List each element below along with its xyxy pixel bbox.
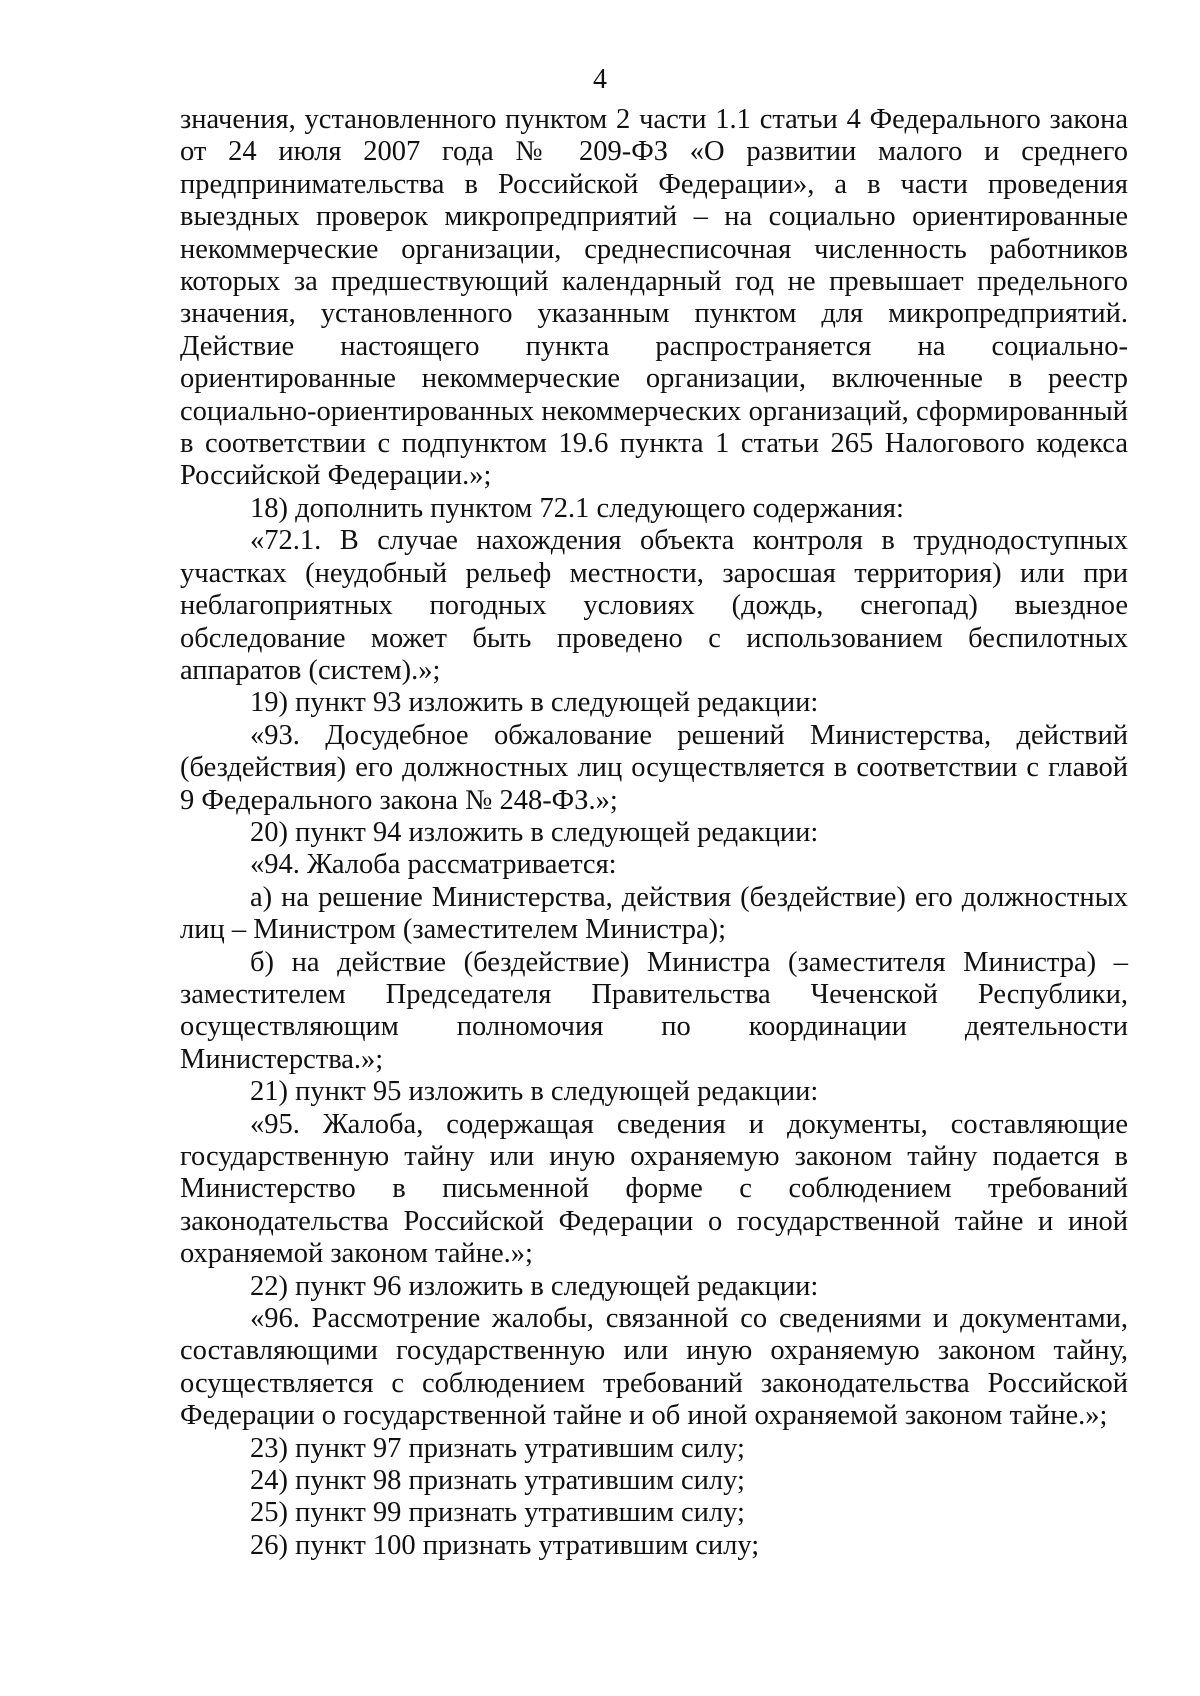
paragraph-item-25: 25) пункт 99 признать утратившим силу; <box>250 1497 745 1529</box>
paragraph-item-21: 21) пункт 95 изложить в следующей редакции: <box>250 1076 819 1108</box>
paragraph-item-23: 23) пункт 97 признать утратившим силу; <box>250 1432 745 1464</box>
paragraph-clause-94: «94. Жалоба рассматривается: <box>250 849 617 881</box>
page-number: 4 <box>593 64 607 95</box>
paragraph-item-19: 19) пункт 93 изложить в следующей редакции: <box>250 687 819 719</box>
paragraph-item-22: 22) пункт 96 изложить в следующей редакции: <box>250 1270 819 1302</box>
paragraph-clause-94-a: а) на решение Министерства, действия (бездействие) его должностных лиц – Министром (заместителем Министра); <box>180 881 1128 946</box>
paragraph-item-24: 24) пункт 98 признать утратившим силу; <box>250 1465 745 1497</box>
paragraph-item-18: 18) дополнить пунктом 72.1 следующего содержания: <box>250 492 904 524</box>
paragraph-item-26: 26) пункт 100 признать утратившим силу; <box>250 1529 760 1561</box>
paragraph-clause-96: «96. Рассмотрение жалобы, связанной со сведениями и документами, составляющими государственную или иную охраняемую законом тайну, осуществляется с соблюдением требований законодательства Российской Федерации о государственной тайне и об иной охраняемой законом тайне.»; <box>180 1303 1128 1432</box>
paragraph-clause-93: «93. Досудебное обжалование решений Министерства, действий (бездействия) его должностных лиц осуществляется в соответствии с главой 9 Федерального закона № 248-ФЗ.»; <box>180 719 1128 816</box>
paragraph-continuation: значения, установленного пунктом 2 части 1.1 статьи 4 Федерального закона от 24 июля 2007 года № 209-ФЗ «О развитии малого и среднего предпринимательства в Российской Федерации», а в части проведения выездных проверок микропредприятий – на социально ориентированные некоммерческие организации, среднесписочная численность работников которых за предшествующий календарный год не превышает предельного значения, установленного указанным пунктом для микропредприятий. Действие настоящего пункта распространяется на социально-ориентированные некоммерческие организации, включенные в реестр социально-ориентированных некоммерческих организаций, сформированный в соответствии с подпунктом 19.6 пункта 1 статьи 265 Налогового кодекса Российской Федерации.»; <box>180 104 1128 492</box>
paragraph-item-20: 20) пункт 94 изложить в следующей редакции: <box>250 816 819 848</box>
document-body <box>180 104 1128 1562</box>
paragraph-clause-94-b: б) на действие (бездействие) Министра (заместителя Министра) – заместителем Председателя Правительства Чеченской Республики, осуществляющим полномочия по координации деятельности Министерства.»; <box>180 946 1128 1075</box>
paragraph-clause-72-1: «72.1. В случае нахождения объекта контроля в труднодоступных участках (неудобный рельеф местности, заросшая территория) или при неблагоприятных погодных условиях (дождь, снегопад) выездное обследование может быть проведено с использованием беспилотных аппаратов (систем).»; <box>180 525 1128 686</box>
paragraph-clause-95: «95. Жалоба, содержащая сведения и документы, составляющие государственную тайну или иную охраняемую законом тайну подается в Министерство в письменной форме с соблюдением требований законодательства Российской Федерации о государственной тайне и иной охраняемой законом тайне.»; <box>180 1108 1128 1270</box>
